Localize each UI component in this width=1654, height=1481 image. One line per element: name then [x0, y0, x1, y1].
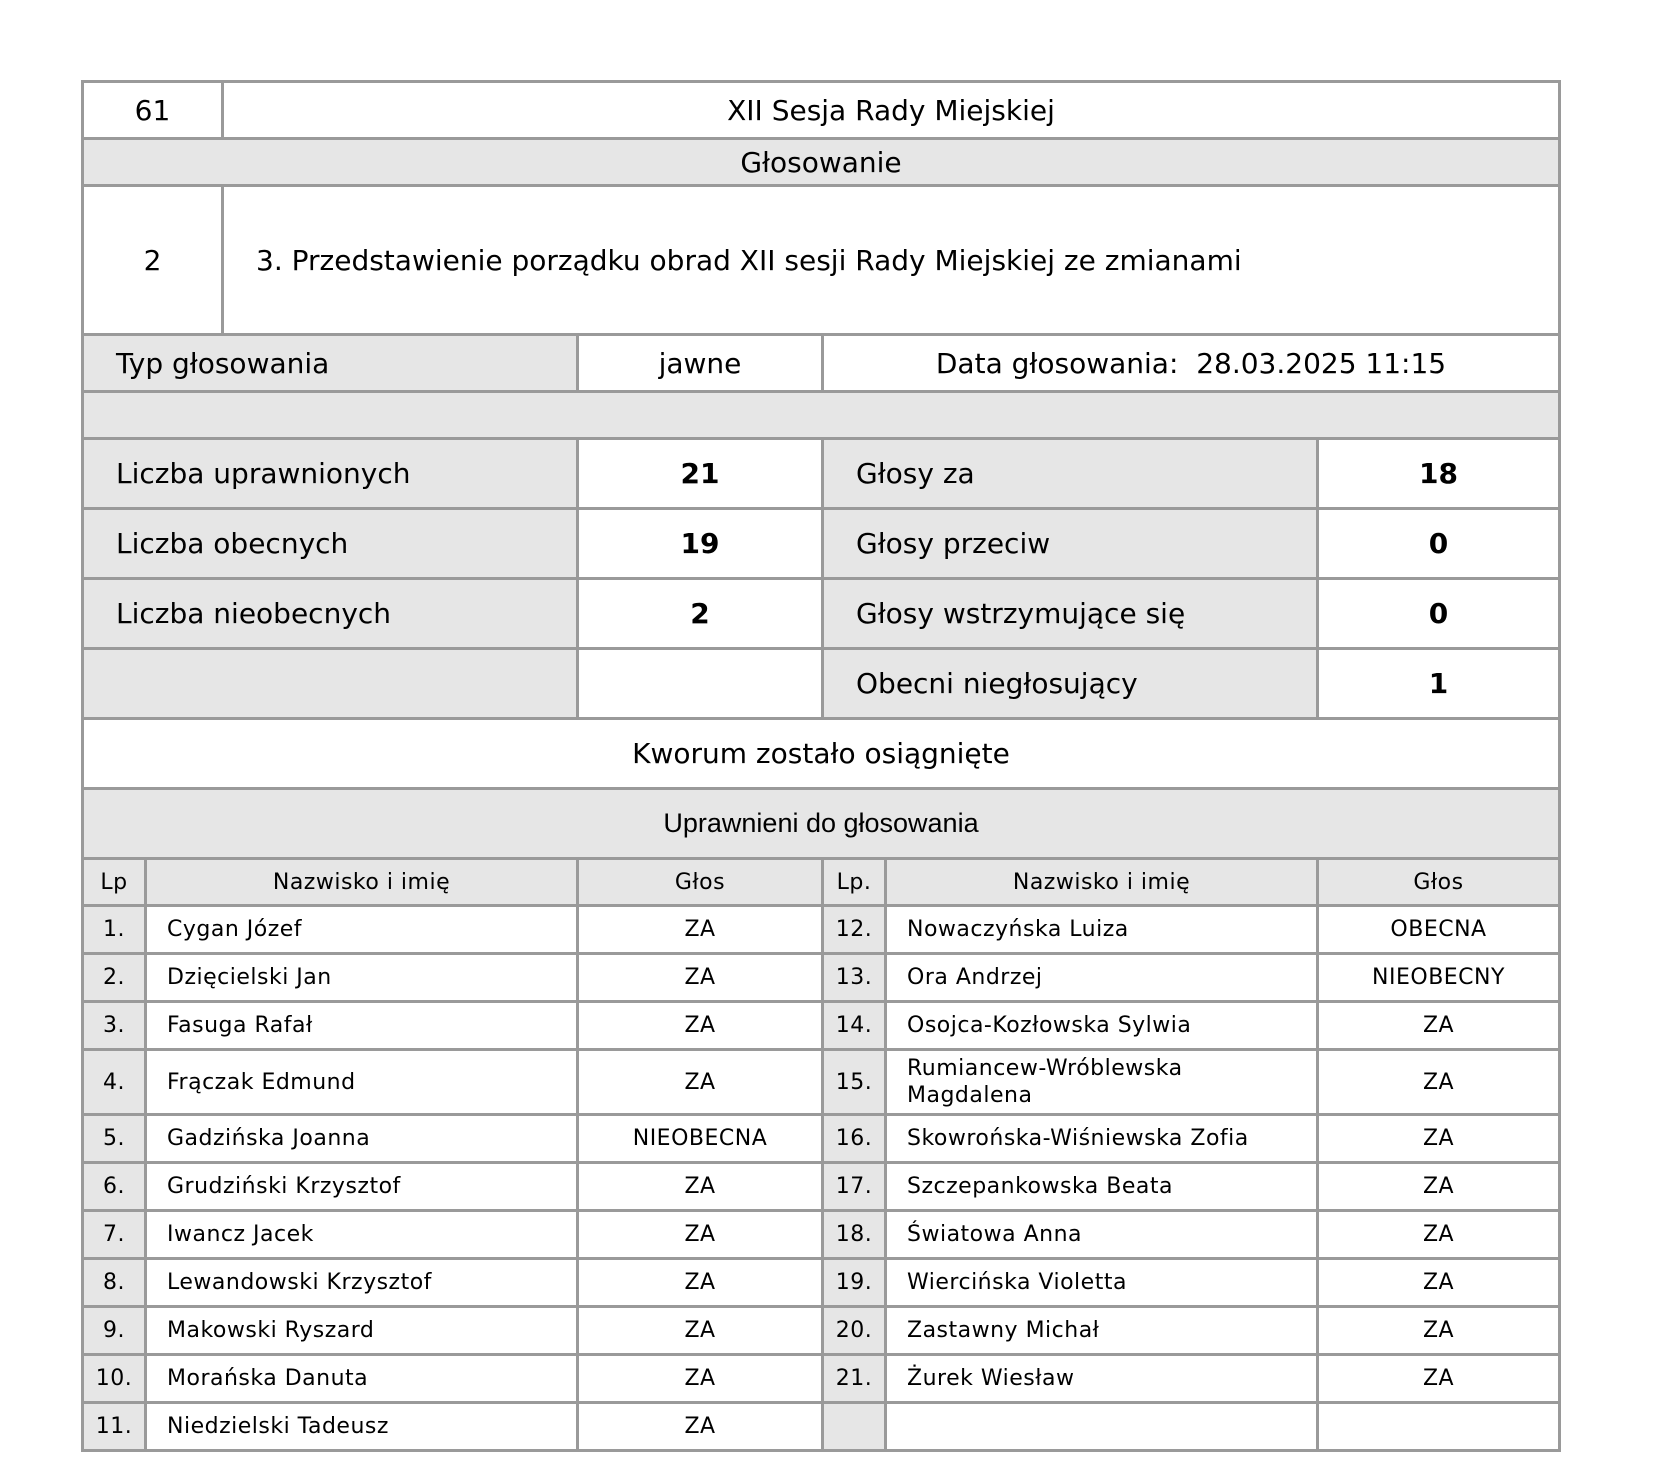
voter-vote: ZA: [1318, 1211, 1560, 1259]
voter-vote: ZA: [1318, 1163, 1560, 1211]
summary-left-label: Liczba nieobecnych: [83, 579, 578, 649]
voter-number: 21.: [823, 1355, 886, 1403]
summary-left-label: [83, 649, 578, 719]
voter-vote: ZA: [578, 1307, 823, 1355]
voter-vote: ZA: [1318, 1115, 1560, 1163]
voter-name: Osojca-Kozłowska Sylwia: [886, 1002, 1318, 1050]
voter-number: 5.: [83, 1115, 146, 1163]
voter-vote: ZA: [578, 1403, 823, 1451]
voter-number: 15.: [823, 1050, 886, 1115]
quorum-status: Kworum zostało osiągnięte: [83, 719, 1560, 789]
voter-number: 3.: [83, 1002, 146, 1050]
voter-vote: ZA: [578, 1355, 823, 1403]
summary-right-value: 1: [1318, 649, 1560, 719]
voter-vote: OBECNA: [1318, 906, 1560, 954]
voter-vote: ZA: [578, 1002, 823, 1050]
voter-vote: ZA: [578, 1050, 823, 1115]
voters-table: [81, 857, 1561, 1452]
summary-left-label: Liczba obecnych: [83, 509, 578, 579]
voter-number: 7.: [83, 1211, 146, 1259]
voter-vote: ZA: [1318, 1002, 1560, 1050]
voter-name: Skowrońska-Wiśniewska Zofia: [886, 1115, 1318, 1163]
voter-vote: ZA: [1318, 1259, 1560, 1307]
voter-number: 12.: [823, 906, 886, 954]
voter-number: 6.: [83, 1163, 146, 1211]
voter-vote: ZA: [578, 1211, 823, 1259]
voter-name: [886, 1403, 1318, 1451]
header-lp-right: Lp.: [823, 859, 886, 906]
voter-name: Lewandowski Krzysztof: [146, 1259, 578, 1307]
header-name-left: Nazwisko i imię: [146, 859, 578, 906]
summary-right-label: Głosy za: [823, 439, 1318, 509]
voter-name: Szczepankowska Beata: [886, 1163, 1318, 1211]
voter-name: Rumiancew-Wróblewska Magdalena: [886, 1050, 1318, 1115]
voter-name: Żurek Wiesław: [886, 1355, 1318, 1403]
vote-type-value: jawne: [578, 335, 823, 392]
table-row: [83, 1403, 1560, 1451]
voter-vote: NIEOBECNY: [1318, 954, 1560, 1002]
summary-right-label: Głosy przeciw: [823, 509, 1318, 579]
voter-name: Morańska Danuta: [146, 1355, 578, 1403]
summary-right-label: Obecni niegłosujący: [823, 649, 1318, 719]
vote-info-table: [81, 333, 1561, 440]
table-row: [83, 1002, 1560, 1050]
voter-number: 1.: [83, 906, 146, 954]
item-title: 3. Przedstawienie porządku obrad XII sesji Rady Miejskiej ze zmianami: [223, 186, 1560, 335]
header-vote-left: Głos: [578, 859, 823, 906]
header-lp-left: Lp: [83, 859, 146, 906]
summary-left-value: [578, 649, 823, 719]
voter-name: Ora Andrzej: [886, 954, 1318, 1002]
table-row: [83, 1115, 1560, 1163]
voter-number: 20.: [823, 1307, 886, 1355]
voter-number: 10.: [83, 1355, 146, 1403]
voter-number: 2.: [83, 954, 146, 1002]
header-vote-right: Głos: [1318, 859, 1560, 906]
item-number: 2: [83, 186, 223, 335]
summary-right-label: Głosy wstrzymujące się: [823, 579, 1318, 649]
table-row: [83, 1355, 1560, 1403]
summary-left-label: Liczba uprawnionych: [83, 439, 578, 509]
voter-name: Fasuga Rafał: [146, 1002, 578, 1050]
voter-vote: ZA: [1318, 1050, 1560, 1115]
voter-number: 14.: [823, 1002, 886, 1050]
session-number: 61: [83, 82, 223, 139]
voter-number: 16.: [823, 1115, 886, 1163]
voter-vote: ZA: [578, 906, 823, 954]
voter-name: Frączak Edmund: [146, 1050, 578, 1115]
voter-number: 18.: [823, 1211, 886, 1259]
header-name-right: Nazwisko i imię: [886, 859, 1318, 906]
voter-number: 4.: [83, 1050, 146, 1115]
table-row: [83, 1259, 1560, 1307]
voter-name: Cygan Józef: [146, 906, 578, 954]
voters-section-title: Uprawnieni do głosowania: [83, 789, 1560, 859]
voter-vote: ZA: [578, 1259, 823, 1307]
voter-name: Zastawny Michał: [886, 1307, 1318, 1355]
vote-type-label: Typ głosowania: [83, 335, 578, 392]
table-row: [83, 1211, 1560, 1259]
spacer-row: [83, 392, 1560, 439]
voter-name: Makowski Ryszard: [146, 1307, 578, 1355]
header-table: [81, 80, 1561, 336]
table-row: [83, 1050, 1560, 1115]
voter-name: Nowaczyńska Luiza: [886, 906, 1318, 954]
table-row: [83, 954, 1560, 1002]
voter-name: Grudziński Krzysztof: [146, 1163, 578, 1211]
voter-name: Gadzińska Joanna: [146, 1115, 578, 1163]
summary-left-value: 21: [578, 439, 823, 509]
voting-record: [81, 80, 1561, 1452]
summary-right-value: 0: [1318, 579, 1560, 649]
voter-vote: ZA: [578, 954, 823, 1002]
summary-right-value: 0: [1318, 509, 1560, 579]
voter-name: Wiercińska Violetta: [886, 1259, 1318, 1307]
voter-name: Dzięcielski Jan: [146, 954, 578, 1002]
table-row: [83, 906, 1560, 954]
summary-table: [81, 437, 1561, 860]
section-label: Głosowanie: [83, 139, 1560, 186]
table-row: [83, 1163, 1560, 1211]
voter-number: 8.: [83, 1259, 146, 1307]
voter-name: Iwancz Jacek: [146, 1211, 578, 1259]
voter-number: 19.: [823, 1259, 886, 1307]
voter-name: Światowa Anna: [886, 1211, 1318, 1259]
session-title: XII Sesja Rady Miejskiej: [223, 82, 1560, 139]
voter-name: Niedzielski Tadeusz: [146, 1403, 578, 1451]
voter-number: 13.: [823, 954, 886, 1002]
voter-vote: ZA: [578, 1163, 823, 1211]
voter-number: 11.: [83, 1403, 146, 1451]
summary-left-value: 19: [578, 509, 823, 579]
voter-vote: ZA: [1318, 1355, 1560, 1403]
table-row: [83, 1307, 1560, 1355]
voter-number: 9.: [83, 1307, 146, 1355]
voter-number: [823, 1403, 886, 1451]
voter-number: 17.: [823, 1163, 886, 1211]
vote-date-value: 28.03.2025 11:15: [1196, 346, 1447, 380]
summary-right-value: 18: [1318, 439, 1560, 509]
voter-vote: NIEOBECNA: [578, 1115, 823, 1163]
voter-vote: ZA: [1318, 1307, 1560, 1355]
vote-date-label: Data głosowania:: [935, 346, 1179, 380]
voter-vote: [1318, 1403, 1560, 1451]
summary-left-value: 2: [578, 579, 823, 649]
vote-date: [823, 335, 1560, 392]
